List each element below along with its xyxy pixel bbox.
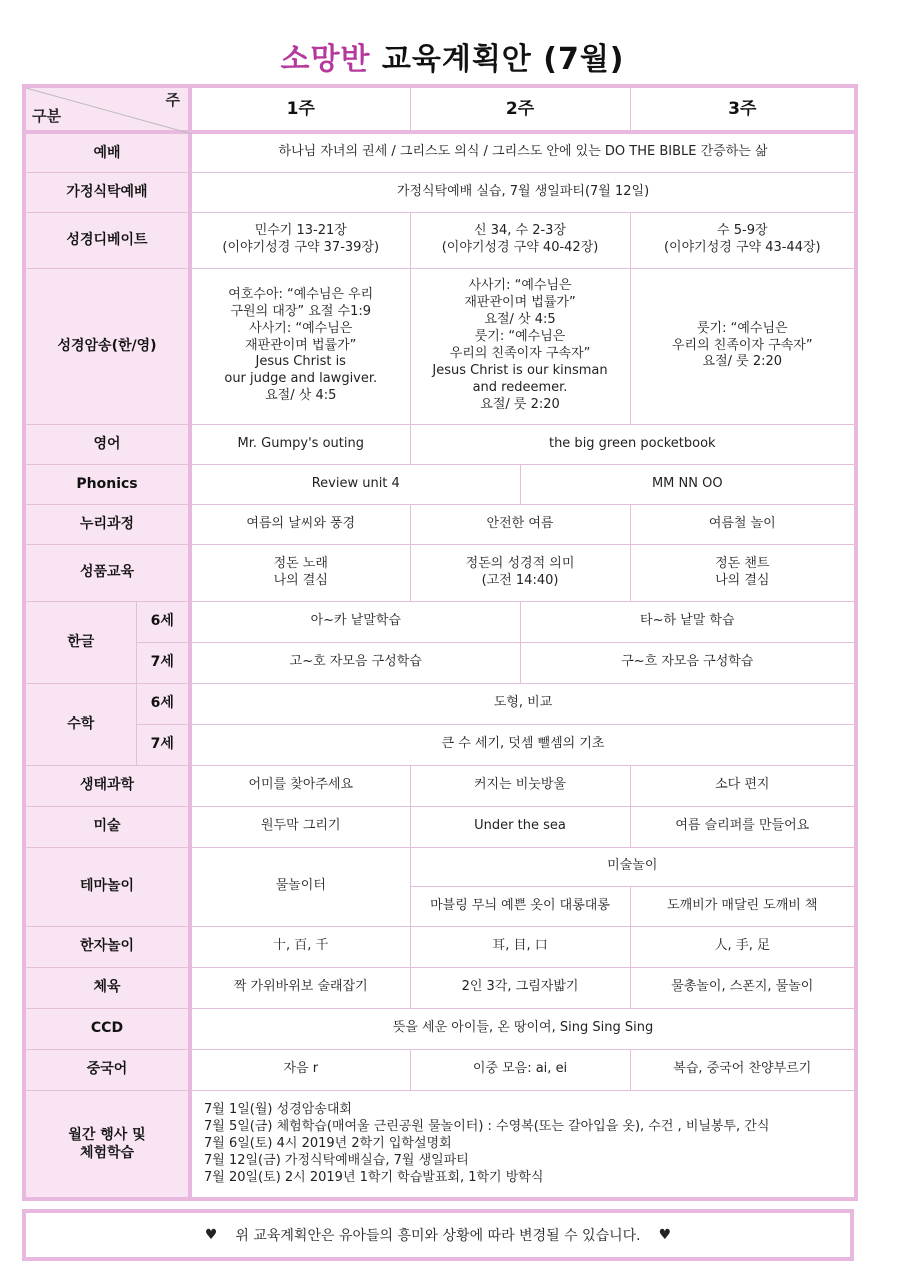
hangul-age-6-label: 6세: [136, 601, 190, 642]
row-family-worship: [24, 172, 856, 212]
row-label-ccd: CCD: [24, 1008, 190, 1049]
text-line: 정돈의 성경적 의미: [465, 555, 575, 571]
row-ecology: [24, 765, 856, 806]
text-line: Jesus Christ is our kinsman: [432, 362, 608, 378]
row-label-character: 성품교육: [24, 544, 190, 601]
hangul-age-7-second: 구~흐 자모음 구성학습: [520, 642, 856, 683]
hangul-age-6-second: 타~하 낱말 학습: [520, 601, 856, 642]
text-line: 요절/ 룻 2:20: [702, 354, 783, 370]
week-3-header: 3주: [630, 86, 856, 132]
phonics-first-half: Review unit 4: [190, 464, 520, 504]
pe-week-3: 물총놀이, 스폰지, 물놀이: [630, 967, 856, 1008]
footer-note: [22, 1209, 854, 1261]
events-list: [190, 1090, 856, 1199]
text-line: (고전 14:40): [481, 572, 559, 588]
ccd-value: 뜻을 세운 아이들, 온 땅이여, Sing Sing Sing: [190, 1008, 856, 1049]
theme-play-week-2-3: 미술놀이: [410, 847, 856, 886]
footer-note-text: 위 교육계획안은 유아들의 흥미와 상황에 따라 변경될 수 있습니다.: [235, 1228, 641, 1244]
row-label-family-worship: 가정식탁예배: [24, 172, 190, 212]
text-line: 재판관이며 법률가”: [464, 295, 576, 311]
theme-play-week-2: 마블링 무늬 예쁜 옷이 대롱대롱: [410, 886, 630, 926]
nuri-week-2: 안전한 여름: [410, 504, 630, 544]
art-week-1: 원두막 그리기: [190, 806, 410, 847]
row-bible-debate: [24, 212, 856, 268]
text-line: 사사기: “예수님은: [249, 320, 353, 336]
text-line: 여호수아: “예수님은 우리: [228, 286, 374, 302]
worship-value: 하나님 자녀의 권세 / 그리스도 의식 / 그리스도 안에 있는 DO THE BIBLE 간증하는 삶: [190, 132, 856, 172]
row-label-hangul: 한글: [24, 601, 136, 683]
theme-play-week-3: 도깨비가 매달린 도깨비 책: [630, 886, 856, 926]
row-label-chinese: 중국어: [24, 1049, 190, 1090]
row-nuri: [24, 504, 856, 544]
event-item: 7월 20일(토) 2시 2019년 1학기 학습발표회, 1학기 방학식: [204, 1170, 544, 1186]
ecology-week-1: 어미를 찾아주세요: [190, 765, 410, 806]
event-item: 7월 6일(토) 4시 2019년 2학기 입학설명회: [204, 1136, 452, 1152]
corner-week-label: 주: [165, 91, 180, 109]
text-line: 정돈 노래: [273, 555, 328, 571]
text-line: 수 5-9장: [717, 223, 768, 239]
row-pe: [24, 967, 856, 1008]
art-week-3: 여름 슬리퍼를 만들어요: [630, 806, 856, 847]
hanja-week-2: 耳, 目, 口: [410, 926, 630, 967]
row-label-art: 미술: [24, 806, 190, 847]
row-label-hanja: 한자놀이: [24, 926, 190, 967]
chinese-week-3: 복습, 중국어 찬양부르기: [630, 1049, 856, 1090]
row-hangul-6: [24, 601, 856, 642]
text-line: (이야기성경 구약 43-44장): [663, 240, 821, 255]
hangul-age-7-first: 고~호 자모음 구성학습: [190, 642, 520, 683]
text-line: 체험학습: [79, 1144, 135, 1161]
row-hanja: [24, 926, 856, 967]
row-label-ecology: 생태과학: [24, 765, 190, 806]
character-week-2: [410, 544, 630, 601]
bible-memory-week-1: [190, 268, 410, 424]
corner-cell: [24, 86, 190, 132]
pe-week-1: 짝 가위바위보 술래잡기: [190, 967, 410, 1008]
bible-debate-week-2: [410, 212, 630, 268]
event-item: 7월 1일(월) 성경암송대회: [204, 1102, 352, 1118]
character-week-1: [190, 544, 410, 601]
family-worship-value: 가정식탁예배 실습, 7월 생일파티(7월 12일): [190, 172, 856, 212]
text-line: our judge and lawgiver.: [224, 371, 378, 387]
row-theme-play-top: [24, 847, 856, 886]
row-label-worship: 예배: [24, 132, 190, 172]
event-item: 7월 12일(금) 가정식탁예배실습, 7월 생일파티: [204, 1153, 469, 1169]
bible-memory-week-2: [410, 268, 630, 424]
text-line: Jesus Christ is: [255, 354, 346, 370]
education-plan-table: [22, 84, 858, 1201]
row-ccd: [24, 1008, 856, 1049]
row-label-theme-play: 테마놀이: [24, 847, 190, 926]
row-label-math: 수학: [24, 683, 136, 765]
chinese-week-1: 자음 r: [190, 1049, 410, 1090]
chinese-week-2: 이중 모음: ai, ei: [410, 1049, 630, 1090]
text-line: 민수기 13-21장: [254, 223, 347, 239]
row-worship: [24, 132, 856, 172]
row-chinese: [24, 1049, 856, 1090]
page-title: [0, 34, 905, 78]
row-hangul-7: [24, 642, 856, 683]
text-line: 우리의 친족이자 구속자”: [671, 337, 813, 353]
text-line: (이야기성경 구약 40-42장): [441, 240, 599, 255]
math-age-6-label: 6세: [136, 683, 190, 724]
row-label-english: 영어: [24, 424, 190, 464]
text-line: 사사기: “예수님은: [468, 278, 572, 294]
bible-debate-week-1: [190, 212, 410, 268]
nuri-week-3: 여름철 놀이: [630, 504, 856, 544]
ecology-week-2: 커지는 비눗방울: [410, 765, 630, 806]
row-label-pe: 체육: [24, 967, 190, 1008]
english-week-2-3: the big green pocketbook: [410, 424, 856, 464]
text-line: and redeemer.: [472, 379, 568, 395]
pe-week-2: 2인 3각, 그림자밟기: [410, 967, 630, 1008]
text-line: 룻기: “예수님은: [696, 320, 788, 336]
character-week-3: [630, 544, 856, 601]
row-math-6: [24, 683, 856, 724]
nuri-week-1: 여름의 날씨와 풍경: [190, 504, 410, 544]
text-line: 우리의 친족이자 구속자”: [449, 346, 591, 361]
row-label-bible-memory: 성경암송(한/영): [24, 268, 190, 424]
row-label-nuri: 누리과정: [24, 504, 190, 544]
hanja-week-1: 十, 百, 千: [190, 926, 410, 967]
hangul-age-7-label: 7세: [136, 642, 190, 683]
theme-play-week-1: 물놀이터: [190, 847, 410, 926]
row-bible-memory: [24, 268, 856, 424]
corner-category-label: 구분: [32, 106, 61, 125]
row-art: [24, 806, 856, 847]
title-text: 교육계획안 (7월): [381, 42, 625, 77]
row-character: [24, 544, 856, 601]
text-line: 요절/ 룻 2:20: [480, 396, 560, 412]
text-line: 요절/ 삿 4:5: [265, 388, 337, 404]
heart-icon: ♥: [658, 1227, 672, 1243]
row-math-7: [24, 724, 856, 765]
row-label-bible-debate: 성경디베이트: [24, 212, 190, 268]
hangul-age-6-first: 아~카 낱말학습: [190, 601, 520, 642]
text-line: 룻기: “예수님은: [474, 329, 566, 345]
text-line: 월간 행사 및: [68, 1126, 146, 1143]
row-label-phonics: Phonics: [24, 464, 190, 504]
text-line: 요절/ 삿 4:5: [484, 312, 556, 328]
bible-memory-week-3: [630, 268, 856, 424]
header-row: [24, 86, 856, 132]
row-events: [24, 1090, 856, 1199]
bible-debate-week-3: [630, 212, 856, 268]
hanja-week-3: 人, 手, 足: [630, 926, 856, 967]
text-line: 정돈 챈트: [715, 555, 770, 571]
event-item: 7월 5일(금) 체험학습(매여울 근린공원 물놀이터) : 수영복(또는 갈아입을 옷), 수건 , 비닐봉투, 간식: [204, 1119, 770, 1135]
text-line: 재판관이며 법률가”: [245, 337, 357, 353]
text-line: 신 34, 수 2-3장: [474, 223, 567, 239]
week-2-header: 2주: [410, 86, 630, 132]
heart-icon: ♥: [204, 1227, 218, 1243]
text-line: (이야기성경 구약 37-39장): [222, 240, 380, 255]
math-age-7-value: 큰 수 세기, 덧셈 뺄셈의 기초: [190, 724, 856, 765]
week-1-header: 1주: [190, 86, 410, 132]
math-age-6-value: 도형, 비교: [190, 683, 856, 724]
row-phonics: [24, 464, 856, 504]
phonics-second-half: MM NN OO: [520, 464, 856, 504]
english-week-1: Mr. Gumpy's outing: [190, 424, 410, 464]
title-class-name: 소망반: [280, 42, 371, 77]
ecology-week-3: 소다 편지: [630, 765, 856, 806]
art-week-2: Under the sea: [410, 806, 630, 847]
text-line: 구원의 대장” 요절 수1:9: [230, 303, 372, 319]
math-age-7-label: 7세: [136, 724, 190, 765]
text-line: 나의 결심: [715, 572, 770, 588]
row-english: [24, 424, 856, 464]
row-label-events: [24, 1090, 190, 1199]
text-line: 나의 결심: [273, 572, 328, 588]
